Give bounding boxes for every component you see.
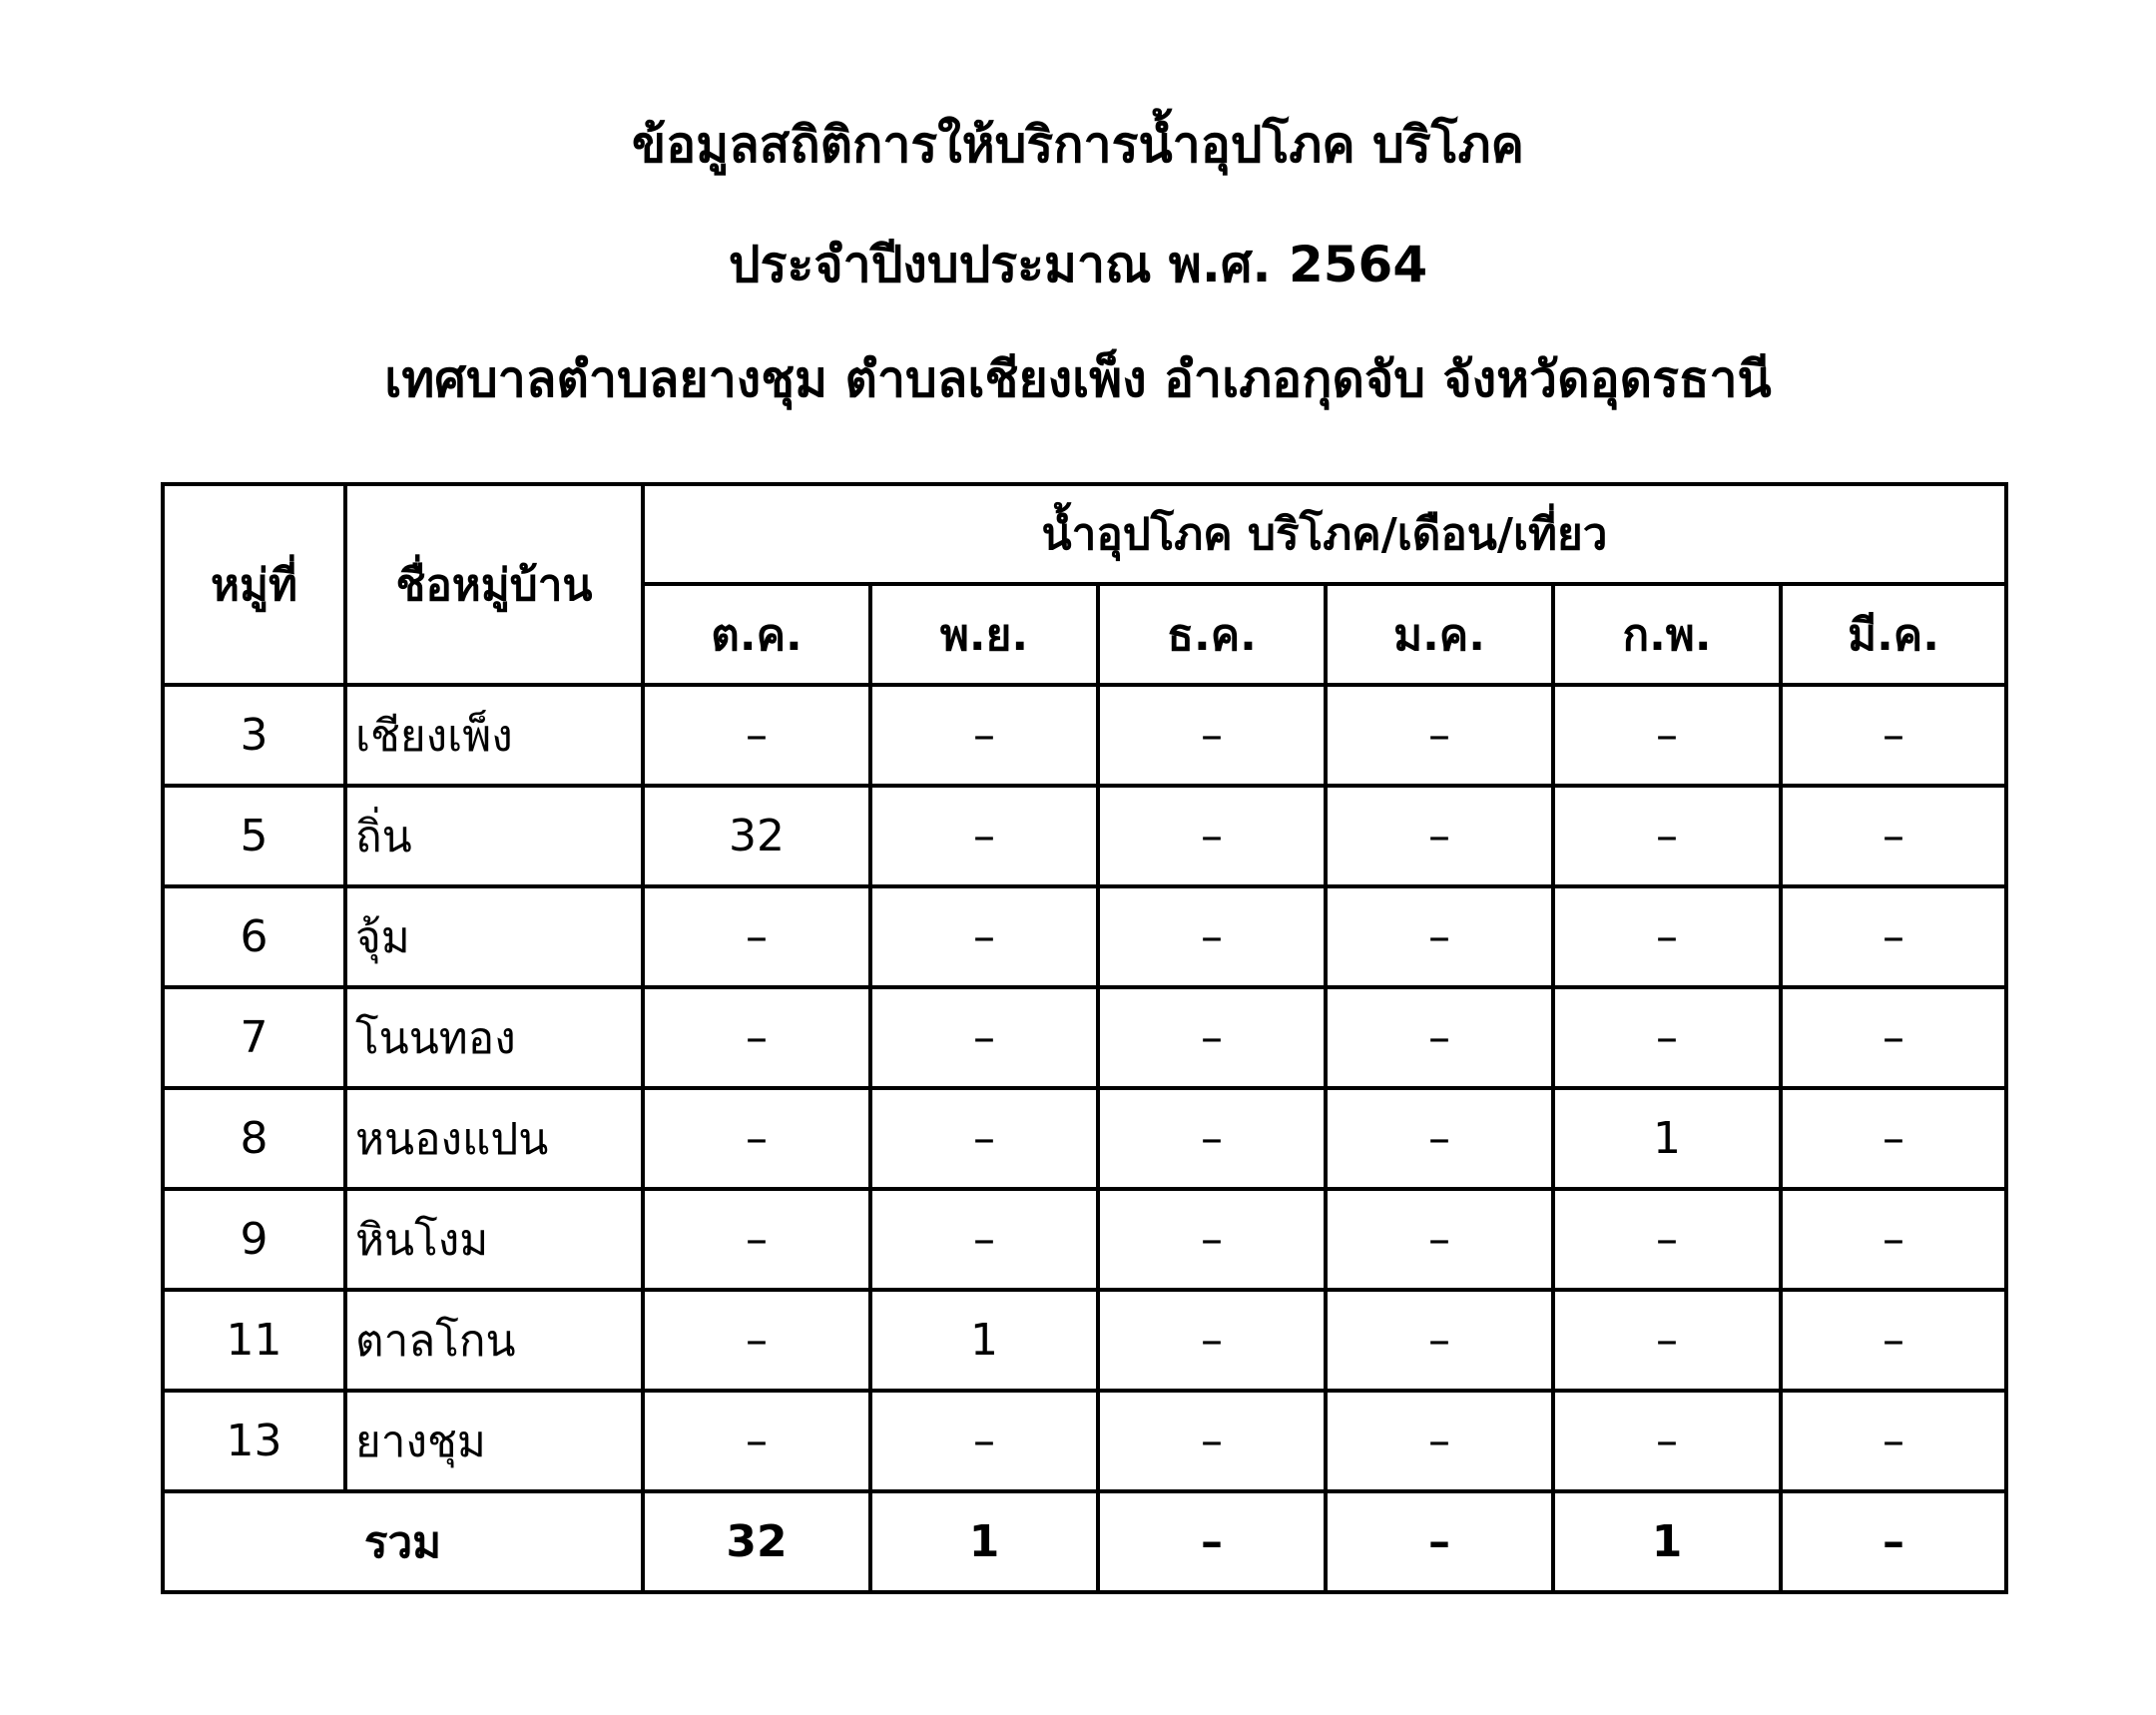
value-cell: – [1326, 685, 1553, 786]
value-cell: – [1326, 1290, 1553, 1391]
table-row [163, 1088, 2006, 1189]
value-cell: – [1326, 1088, 1553, 1189]
value-cell: – [1553, 685, 1781, 786]
header-month: ก.พ. [1553, 584, 1781, 685]
value-cell: – [1553, 1290, 1781, 1391]
table-header [163, 484, 2006, 685]
table-row [163, 1290, 2006, 1391]
value-cell: – [1553, 1189, 1781, 1290]
header-month: ม.ค. [1326, 584, 1553, 685]
value-cell: – [643, 1391, 870, 1491]
header-month: ธ.ค. [1098, 584, 1326, 685]
village-name-cell: จุ้ม [345, 886, 643, 987]
village-no-cell: 11 [163, 1290, 345, 1391]
value-cell: – [1098, 886, 1326, 987]
value-cell: – [1326, 1391, 1553, 1491]
value-cell: – [1553, 786, 1781, 886]
value-cell: – [870, 786, 1098, 886]
value-cell: – [1553, 987, 1781, 1088]
organization-subtitle: เทศบาลตำบลยางชุม ตำบลเชียงเพ็ง อำเภอกุดจับ จังหวัดอุดรธานี [384, 350, 1772, 408]
value-cell: – [1553, 886, 1781, 987]
value-cell: – [1098, 786, 1326, 886]
total-value-cell: – [1098, 1491, 1326, 1592]
header-month: มี.ค. [1781, 584, 2006, 685]
value-cell: – [1781, 1290, 2006, 1391]
document-title: ข้อมูลสถิติการให้บริการน้ำอุปโภค บริโภค [632, 116, 1524, 174]
value-cell: 1 [870, 1290, 1098, 1391]
village-name-cell: ยางชุม [345, 1391, 643, 1491]
header-row-top [163, 484, 2006, 584]
table-row [163, 1391, 2006, 1491]
village-no-cell: 5 [163, 786, 345, 886]
fiscal-year-subtitle: ประจำปีงบประมาณ พ.ศ. 2564 [728, 236, 1428, 293]
total-row [163, 1491, 2006, 1592]
value-cell: – [870, 685, 1098, 786]
village-name-cell: หนองแปน [345, 1088, 643, 1189]
table-row [163, 786, 2006, 886]
value-cell: – [1781, 987, 2006, 1088]
value-cell: – [1781, 1088, 2006, 1189]
value-cell: – [1098, 685, 1326, 786]
value-cell: – [1098, 1088, 1326, 1189]
value-cell: – [643, 1088, 870, 1189]
value-cell: – [1326, 886, 1553, 987]
value-cell: – [870, 987, 1098, 1088]
total-value-cell: – [1326, 1491, 1553, 1592]
total-value-cell: 1 [870, 1491, 1098, 1592]
value-cell: – [870, 886, 1098, 987]
value-cell: – [870, 1088, 1098, 1189]
value-cell: – [1781, 685, 2006, 786]
village-no-cell: 3 [163, 685, 345, 786]
village-name-cell: เชียงเพ็ง [345, 685, 643, 786]
total-label: รวม [163, 1491, 643, 1592]
value-cell: 1 [1553, 1088, 1781, 1189]
value-cell: – [643, 685, 870, 786]
header-village-no: หมู่ที่ [163, 484, 345, 685]
table-row [163, 987, 2006, 1088]
value-cell: – [1781, 786, 2006, 886]
value-cell: – [1098, 1189, 1326, 1290]
total-value-cell: – [1781, 1491, 2006, 1592]
village-no-cell: 6 [163, 886, 345, 987]
total-value-cell: 32 [643, 1491, 870, 1592]
value-cell: – [1326, 1189, 1553, 1290]
table-body [163, 685, 2006, 1592]
value-cell: – [1098, 1391, 1326, 1491]
village-no-cell: 7 [163, 987, 345, 1088]
header-water-group: น้ำอุปโภค บริโภค/เดือน/เที่ยว [643, 484, 2006, 584]
table-row [163, 886, 2006, 987]
village-name-cell: ตาลโกน [345, 1290, 643, 1391]
village-no-cell: 8 [163, 1088, 345, 1189]
value-cell: – [1326, 786, 1553, 886]
value-cell: – [643, 987, 870, 1088]
village-name-cell: โนนทอง [345, 987, 643, 1088]
value-cell: – [870, 1189, 1098, 1290]
village-no-cell: 13 [163, 1391, 345, 1491]
total-value-cell: 1 [1553, 1491, 1781, 1592]
table-row [163, 685, 2006, 786]
value-cell: – [643, 1290, 870, 1391]
header-month: พ.ย. [870, 584, 1098, 685]
village-name-cell: ถิ่น [345, 786, 643, 886]
value-cell: – [1326, 987, 1553, 1088]
value-cell: – [870, 1391, 1098, 1491]
value-cell: – [1098, 987, 1326, 1088]
value-cell: – [1781, 886, 2006, 987]
value-cell: – [643, 886, 870, 987]
value-cell: – [1098, 1290, 1326, 1391]
village-name-cell: หินโงม [345, 1189, 643, 1290]
value-cell: 32 [643, 786, 870, 886]
header-month: ต.ค. [643, 584, 870, 685]
value-cell: – [1781, 1189, 2006, 1290]
value-cell: – [1553, 1391, 1781, 1491]
value-cell: – [643, 1189, 870, 1290]
value-cell: – [1781, 1391, 2006, 1491]
table-row [163, 1189, 2006, 1290]
village-no-cell: 9 [163, 1189, 345, 1290]
header-village-name: ชื่อหมู่บ้าน [345, 484, 643, 685]
water-service-table [161, 482, 2008, 1594]
